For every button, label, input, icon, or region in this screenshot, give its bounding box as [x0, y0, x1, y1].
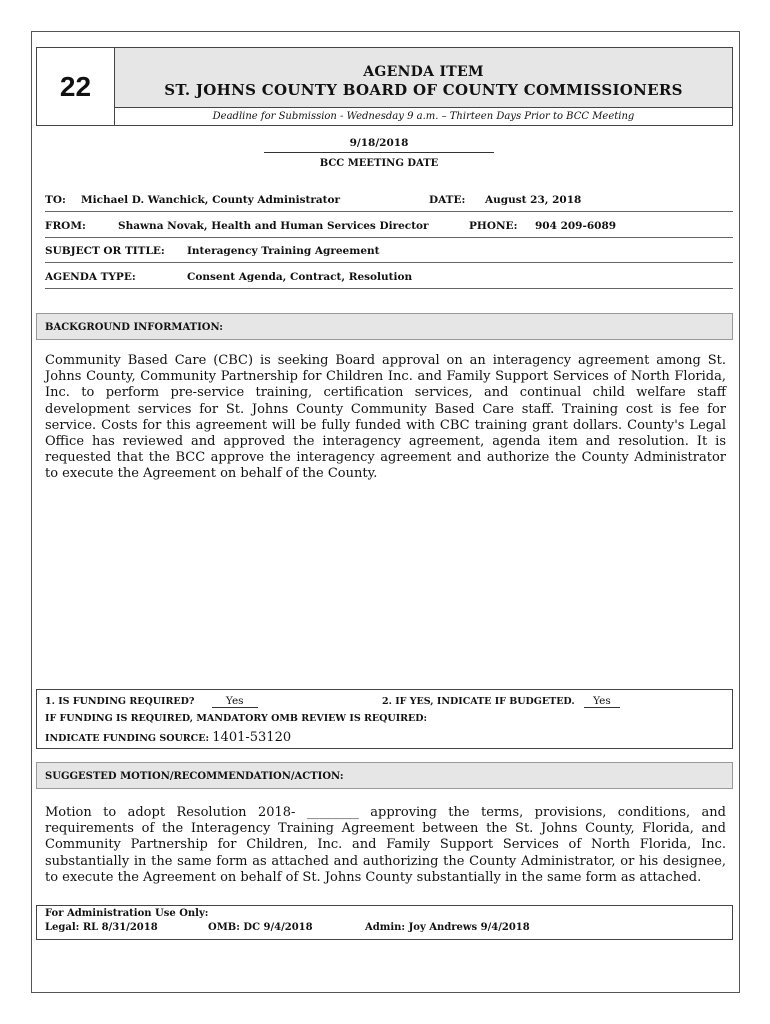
budgeted-question [382, 695, 620, 708]
agenda-header [36, 47, 733, 126]
funding-required-label: 1. IS FUNDING REQUIRED? [45, 696, 195, 707]
agenda-item-number: 22 [37, 48, 115, 125]
agenda-title-block [115, 48, 732, 108]
funding-source-row [45, 730, 291, 745]
budgeted-label: 2. IF YES, INDICATE IF BUDGETED. [382, 696, 575, 707]
admin-use-box [36, 905, 733, 940]
omb-review-note: IF FUNDING IS REQUIRED, MANDATORY OMB REVIEW IS REQUIRED: [45, 713, 428, 724]
legal-approval: Legal: RL 8/31/2018 [45, 922, 158, 933]
admin-approval: Admin: Joy Andrews 9/4/2018 [365, 922, 530, 933]
agenda-type-row-rule [45, 288, 733, 289]
date-label: DATE: [429, 194, 466, 206]
funding-source-label: INDICATE FUNDING SOURCE: [45, 733, 209, 744]
bcc-meeting-date-value: 9/18/2018 [264, 137, 494, 153]
funding-required-question [45, 695, 258, 708]
motion-text: Motion to adopt Resolution 2018- ________ approving the terms, provisions, conditions, and requirements of the Interagency Training Agreement between the St. Johns County, Florida, and Community Partnership for Children, Inc. and Family Support Services of North Florida, Inc. substantially in the same form as attached and authorizing the County Administrator, or his designee, to execute the Agreement on behalf of St. Johns County substantially in the same form as attached. [45, 805, 726, 885]
funding-source-value: 1401-53120 [212, 730, 292, 745]
from-label: FROM: [45, 220, 86, 232]
phone-value: 904 209-6089 [535, 220, 617, 232]
from-value: Shawna Novak, Health and Human Services Director [118, 220, 429, 232]
bcc-meeting-date-label: BCC MEETING DATE [319, 158, 439, 169]
agenda-type-value: Consent Agenda, Contract, Resolution [187, 271, 413, 283]
admin-use-label: For Administration Use Only: [45, 908, 209, 919]
background-heading: BACKGROUND INFORMATION: [36, 313, 733, 340]
to-value: Michael D. Wanchick, County Administrator [81, 194, 341, 206]
funding-required-answer: Yes [212, 695, 258, 708]
subject-row-rule [45, 262, 733, 263]
agenda-title-line1: AGENDA ITEM [363, 64, 484, 80]
subject-label: SUBJECT OR TITLE: [45, 245, 165, 257]
subject-value: Interagency Training Agreement [187, 245, 380, 257]
budgeted-answer: Yes [584, 695, 620, 708]
from-row-rule [45, 237, 733, 238]
omb-approval: OMB: DC 9/4/2018 [208, 922, 313, 933]
agenda-form-page [31, 31, 740, 993]
motion-heading: SUGGESTED MOTION/RECOMMENDATION/ACTION: [36, 762, 733, 789]
submission-deadline: Deadline for Submission - Wednesday 9 a.m. – Thirteen Days Prior to BCC Meeting [212, 111, 635, 122]
background-text: Community Based Care (CBC) is seeking Board approval on an interagency agreement among St. Johns County, Community Partnership for Children Inc. and Family Support Services of North Florida, Inc. to perform pre-service training, certification services, and continual child welfare staff development services for St. Johns County Community Based Care staff. Training cost is fee for service. Costs for this agreement will be fully funded with CBC training grant dollars. County's Legal Office has reviewed and approved the interagency agreement, agenda item and resolution. It is requested that the BCC approve the interagency agreement and authorize the County Administrator to execute the Agreement on behalf of the County. [45, 353, 726, 482]
to-label: TO: [45, 194, 66, 206]
agenda-title-line2: ST. JOHNS COUNTY BOARD OF COUNTY COMMISSIONERS [164, 81, 683, 99]
phone-label: PHONE: [469, 220, 518, 232]
date-value: August 23, 2018 [485, 194, 582, 206]
funding-box [36, 689, 733, 749]
to-row-rule [45, 211, 733, 212]
agenda-type-label: AGENDA TYPE: [45, 271, 136, 283]
